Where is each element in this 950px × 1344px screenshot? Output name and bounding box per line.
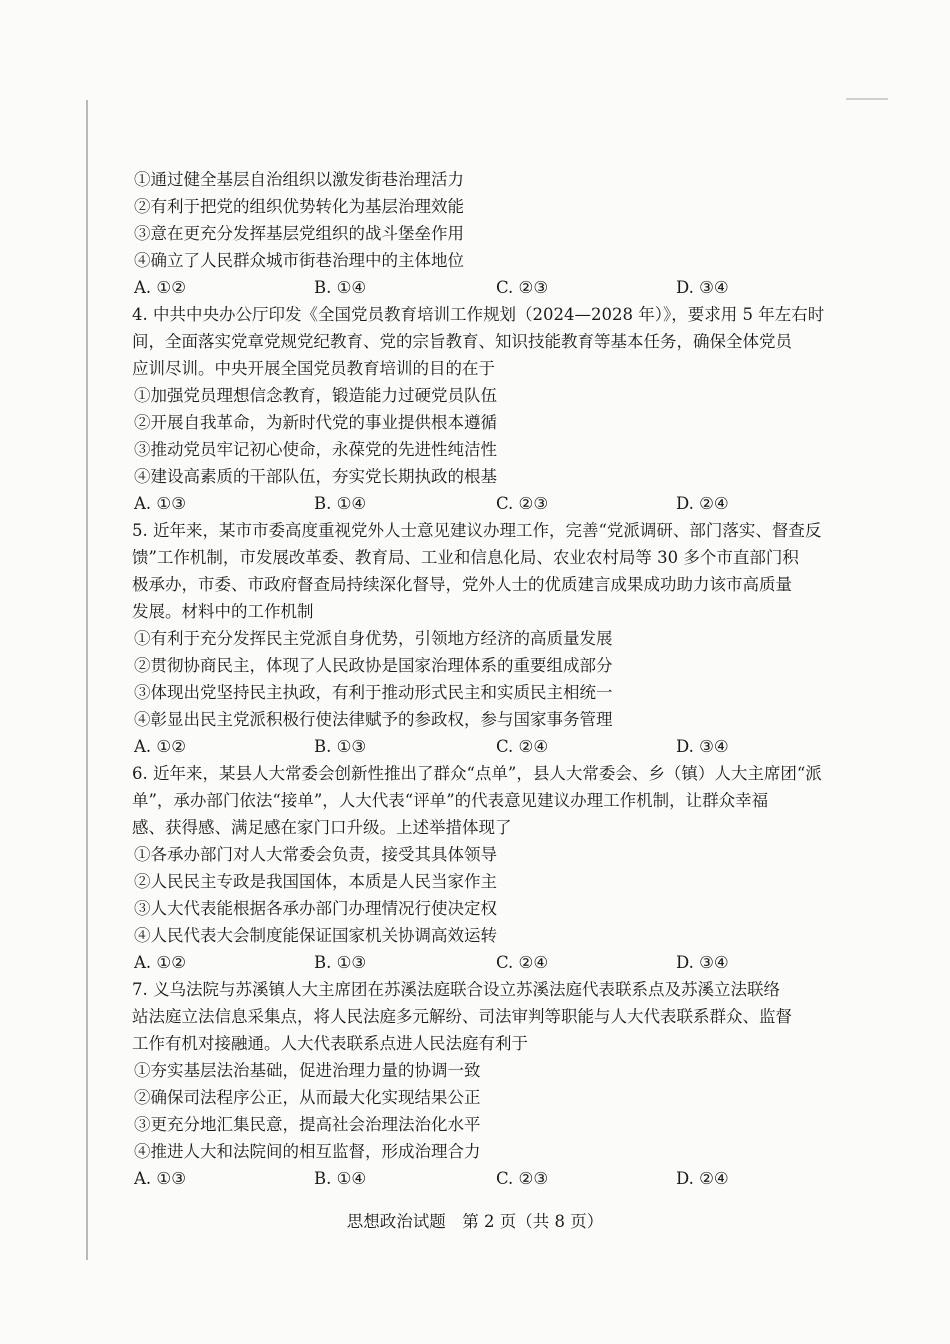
option-4: ④人民代表大会制度能保证国家机关协调高效运转	[134, 926, 497, 945]
answer-choices	[132, 733, 814, 760]
choice-b: B. ①④	[314, 1169, 367, 1188]
choice-d: D. ②④	[676, 494, 729, 513]
choice-c: C. ②④	[496, 953, 549, 972]
option-2: ②贯彻协商民主，体现了人民政协是国家治理体系的重要组成部分	[134, 656, 613, 675]
option-3: ③更充分地汇集民意，提高社会治理法治化水平	[134, 1115, 481, 1134]
option-1: ①有利于充分发挥民主党派自身优势，引领地方经济的高质量发展	[134, 629, 613, 648]
option-2: ②开展自我革命，为新时代党的事业提供根本遵循	[134, 413, 497, 432]
option-3: ③人大代表能根据各承办部门办理情况行使决定权	[134, 899, 497, 918]
option-2: ②确保司法程序公正，从而最大化实现结果公正	[134, 1088, 481, 1107]
option-4: ④推进人大和法院间的相互监督，形成治理合力	[134, 1142, 481, 1161]
question-4	[132, 301, 825, 517]
choice-d: D. ③④	[676, 278, 729, 297]
choice-c: C. ②③	[496, 1169, 549, 1188]
choice-b: B. ①③	[314, 737, 367, 756]
choice-d: D. ③④	[676, 953, 729, 972]
choice-a: A. ①②	[134, 278, 186, 297]
choice-c: C. ②③	[496, 278, 549, 297]
option-4: ④彰显出民主党派积极行使法律赋予的参政权，参与国家事务管理	[134, 710, 613, 729]
question-stem-line: 间，全面落实党章党规党纪教育、党的宗旨教育、知识技能教育等基本任务，确保全体党员	[132, 332, 792, 351]
question-stem-line: 5. 近年来，某市市委高度重视党外人士意见建议办理工作，完善“党派调研、部门落实、督查反	[132, 521, 822, 540]
option-2: ②人民民主专政是我国国体，本质是人民当家作主	[134, 872, 497, 891]
option-3: ③体现出党坚持民主执政，有利于推动形式民主和实质民主相统一	[134, 683, 613, 702]
option-1: ①夯实基层法治基础，促进治理力量的协调一致	[134, 1061, 481, 1080]
answer-choices	[132, 274, 814, 301]
answer-choices	[132, 490, 814, 517]
question-stem-line: 4. 中共中央办公厅印发《全国党员教育培训工作规划（2024—2028 年）》，要求用 5 年左右时	[132, 305, 825, 324]
answer-choices	[132, 1165, 814, 1192]
question-3-continued	[132, 166, 814, 301]
question-stem-line: 工作有机对接融通。人大代表联系点进人民法庭有利于	[132, 1034, 528, 1053]
option-4: ④建设高素质的干部队伍，夯实党长期执政的根基	[134, 467, 497, 486]
answer-choices	[132, 949, 814, 976]
choice-c: C. ②③	[496, 494, 549, 513]
question-stem-line: 馈”工作机制，市发展改革委、教育局、工业和信息化局、农业农村局等 30 多个市直部门积	[132, 548, 799, 567]
choice-b: B. ①④	[314, 278, 367, 297]
option-3: ③推动党员牢记初心使命，永葆党的先进性纯洁性	[134, 440, 497, 459]
binding-line	[86, 100, 88, 1260]
option-1: ①通过健全基层自治组织以激发街巷治理活力	[134, 170, 464, 189]
question-stem-line: 发展。材料中的工作机制	[132, 602, 314, 621]
question-5	[132, 517, 822, 760]
question-stem-line: 站法庭立法信息采集点，将人民法庭多元解纷、司法审判等职能与人大代表联系群众、监督	[132, 1007, 792, 1026]
page-footer: 思想政治试题 第 2 页（共 8 页）	[346, 1212, 604, 1231]
choice-a: A. ①③	[134, 1169, 186, 1188]
question-7	[132, 976, 814, 1192]
page-content	[132, 166, 825, 1192]
choice-a: A. ①②	[134, 737, 186, 756]
choice-d: D. ②④	[676, 1169, 729, 1188]
corner-mark	[846, 98, 888, 100]
choice-b: B. ①③	[314, 953, 367, 972]
choice-a: A. ①③	[134, 494, 186, 513]
question-6	[132, 760, 822, 976]
option-1: ①各承办部门对人大常委会负责，接受其具体领导	[134, 845, 497, 864]
option-4: ④确立了人民群众城市街巷治理中的主体地位	[134, 251, 464, 270]
choice-c: C. ②④	[496, 737, 549, 756]
question-stem-line: 应训尽训。中央开展全国党员教育培训的目的在于	[132, 359, 495, 378]
choice-d: D. ③④	[676, 737, 729, 756]
option-1: ①加强党员理想信念教育，锻造能力过硬党员队伍	[134, 386, 497, 405]
question-stem-line: 6. 近年来，某县人大常委会创新性推出了群众“点单”，县人大常委会、乡（镇）人大主席团“派	[132, 764, 822, 783]
question-stem-line: 感、获得感、满足感在家门口升级。上述举措体现了	[132, 818, 512, 837]
choice-b: B. ①④	[314, 494, 367, 513]
question-stem-line: 7. 义乌法院与苏溪镇人大主席团在苏溪法庭联合设立苏溪法庭代表联系点及苏溪立法联络	[132, 980, 780, 999]
choice-a: A. ①②	[134, 953, 186, 972]
question-stem-line: 单”，承办部门依法“接单”，人大代表“评单”的代表意见建议办理工作机制，让群众幸福	[132, 791, 769, 810]
option-3: ③意在更充分发挥基层党组织的战斗堡垒作用	[134, 224, 464, 243]
option-2: ②有利于把党的组织优势转化为基层治理效能	[134, 197, 464, 216]
question-stem-line: 极承办，市委、市政府督查局持续深化督导，党外人士的优质建言成果成功助力该市高质量	[132, 575, 792, 594]
